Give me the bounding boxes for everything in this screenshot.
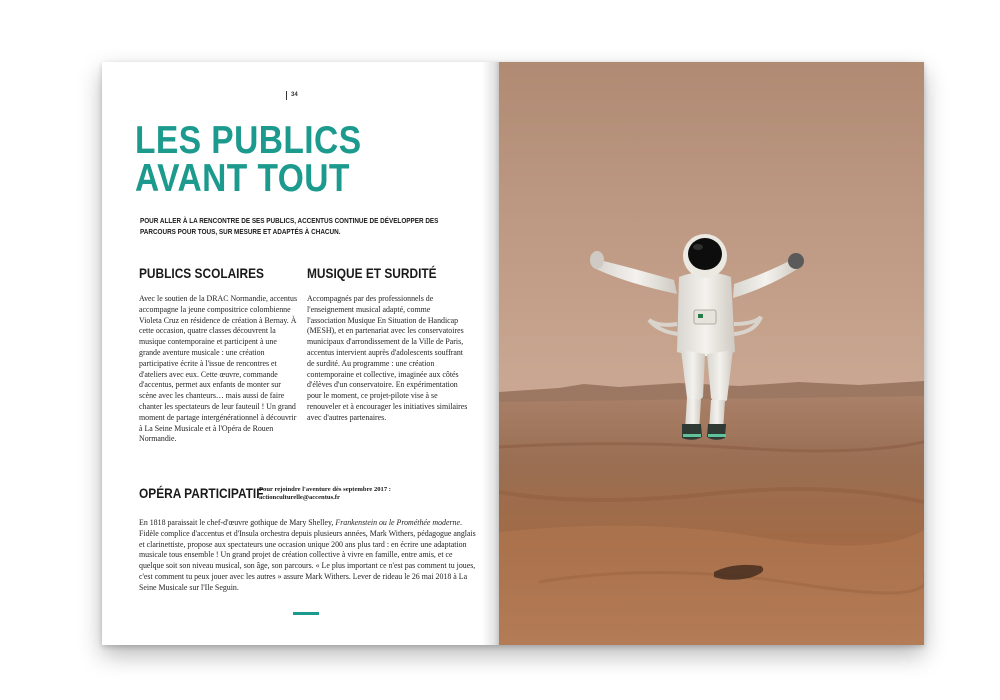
heading-opera-participatif: OPÉRA PARTICIPATIF xyxy=(139,485,264,501)
hose xyxy=(734,317,761,334)
right-boot xyxy=(707,424,726,440)
left-boot-sole xyxy=(683,434,701,437)
hose xyxy=(649,320,679,334)
page-gutter-shadow xyxy=(482,62,499,645)
intro-paragraph: POUR ALLER À LA RENCONTRE DE SES PUBLICS, ACCENTUS CONTINUE DE DÉVELOPPER DES PARCOURS POUR TOUS, SUR MESURE ET ADAPTÉS À CHACUN. xyxy=(140,216,439,236)
page-number-divider xyxy=(286,91,287,100)
chest-light xyxy=(698,314,703,318)
heading-publics-scolaires: PUBLICS SCOLAIRES xyxy=(139,265,264,281)
astronaut-photo xyxy=(499,62,924,645)
magazine-spread xyxy=(102,62,924,645)
left-boot xyxy=(682,424,702,440)
body-opera-participatif xyxy=(139,518,477,594)
contact-note: Pour rejoindre l'aventure dès septembre 2017 : actionculturelle@accentus.fr xyxy=(259,486,391,501)
opera-text-a: En 1818 paraissait le chef-d'œuvre gothique de Mary Shelley, xyxy=(139,518,336,527)
helmet-visor xyxy=(688,238,722,270)
body-musique-surdite: Accompagnés par des professionnels de l'enseignement musical adapté, comme l'association Musique En Situation de Handicap (MESH), et en partenariat avec les conservatoires municipaux d'arrondissement de la Ville de Paris, accentus intervient auprès d'adolescents souffrant de surdité. Au programme : une création contemporaine et collective, imaginée aux côtés d'élèves d'un conservatoire. En expérimentation pour le moment, ce projet-pilote vise à se renouveler et à encourager les initiatives similaires avec d'autres partenaires. xyxy=(307,294,468,422)
page-title xyxy=(135,119,362,200)
heading-musique-surdite: MUSIQUE ET SURDITÉ xyxy=(307,265,437,281)
left-page xyxy=(102,62,499,645)
left-arm xyxy=(596,260,677,294)
visor-reflection xyxy=(693,244,703,250)
footer-accent-bar xyxy=(293,612,319,615)
book-title: Frankenstein ou le Prométhée moderne xyxy=(335,518,460,527)
body-publics-scolaires: Avec le soutien de la DRAC Normandie, accentus accompagne la jeune compositrice colombienne Violeta Cruz en résidence de création à Bernay. À cette occasion, quatre classes découvrent la musique contemporaine et participent à une grande aventure musicale : une création participative écrite à l'issue de rencontres et d'ateliers avec eux. Cette œuvre, commande d'accentus, permet aux enfants de monter sur scène avec les chanteurs… mais aussi de faire chanter les spectateurs de leur fauteuil ! Un grand moment de partage intergénérationnel à découvrir à La Seine Musicale et à l'Opéra de Rouen Normandie. xyxy=(139,294,298,444)
left-glove xyxy=(590,251,604,269)
title-line-2: AVANT TOUT xyxy=(135,157,350,200)
right-glove xyxy=(788,253,804,269)
opera-text-b: . Fidèle complice d'accentus et d'Insula orchestra depuis plusieurs années, Mark Withers, pédagogue anglais et clarinettiste, propose aux spectateurs une occasion unique 200 ans plus tard : en écrire une adaptation musicale tous ensemble ! Un grand projet de création collective à vivre en famille, entre amis, et ce quelque soit son niveau musical, son âge, son parcours. « Le plus important ce n'est pas comment tu joues, c'est comment tu peux jouer avec les autres » assure Mark Withers. Lever de rideau le 26 mai 2018 à La Seine Musicale sur l'Ile Seguin. xyxy=(139,518,476,592)
desert-scene xyxy=(499,62,924,645)
page-number: 34 xyxy=(291,92,298,98)
chest-panel xyxy=(694,310,716,324)
right-boot-sole xyxy=(708,434,726,437)
title-line-1: LES PUBLICS xyxy=(135,119,362,162)
